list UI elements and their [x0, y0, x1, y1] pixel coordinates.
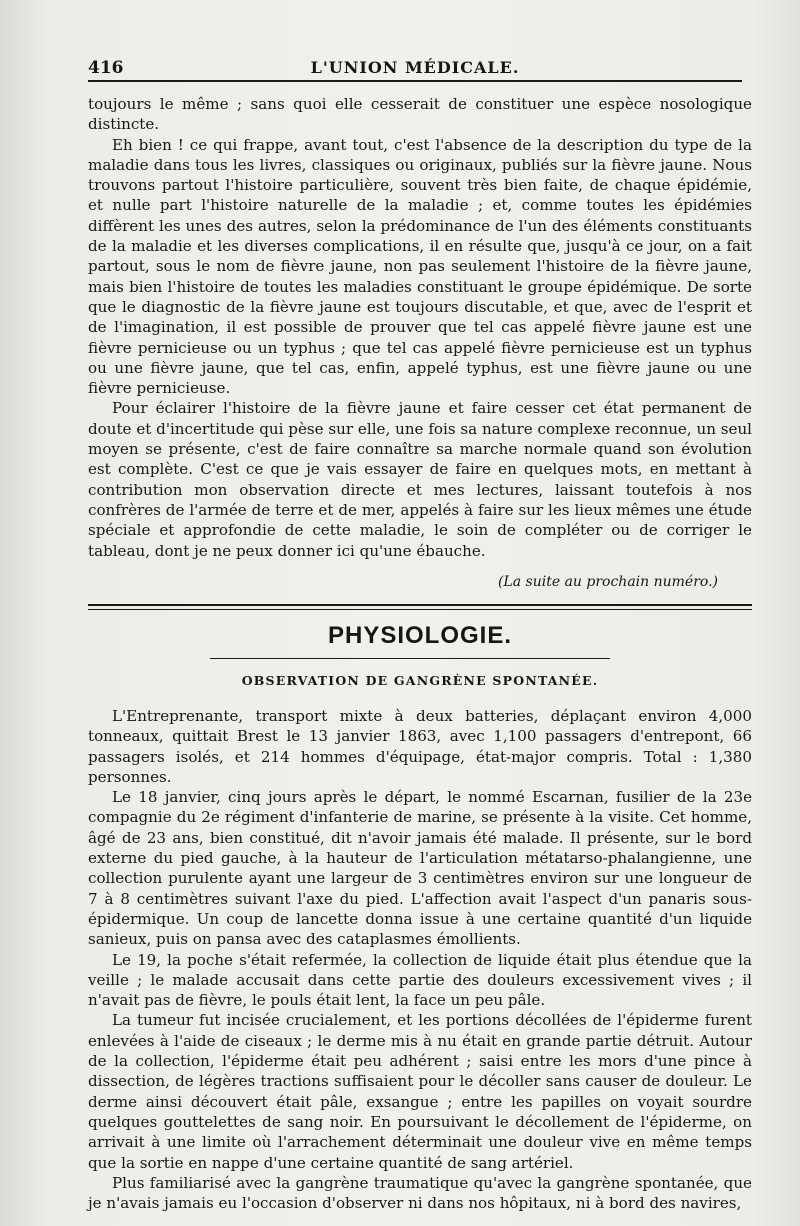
section-divider	[88, 604, 752, 610]
paragraph: Pour éclairer l'histoire de la fièvre jaune et faire cesser cet état permanent de doute et d'incertitude qui pèse sur elle, une fois sa nature complexe reconnue, un seul moyen se présente, c'est de faire connaître sa marche normale quand son évolution est complète. C'est ce que je vais essayer de faire en quelques mots, en mettant à contribution mon observation directe et mes lectures, laissant toutefois à nos confrères de l'armée de terre et de mer, appelés à faire sur les lieux mêmes une étude spéciale et approfondie de cette maladie, le soin de compléter ou de corriger le tableau, dont je ne peux donner ici qu'une ébauche.	[88, 399, 752, 560]
paragraph: Plus familiarisé avec la gangrène traumatique qu'avec la gangrène spontanée, que je n'avais jamais eu l'occasion d'observer ni dans nos hôpitaux, ni à bord des navires,	[88, 1173, 752, 1213]
running-title: L'UNION MÉDICALE.	[310, 58, 520, 77]
section-title: PHYSIOLOGIE.	[327, 622, 513, 649]
page-header	[88, 50, 742, 82]
page-number: 416	[88, 58, 124, 78]
paragraph: Eh bien ! ce qui frappe, avant tout, c'est l'absence de la description du type de la maladie dans tous les livres, classiques ou originaux, publiés sur la fièvre jaune. Nous trouvons partout l'histoire particulière, souvent très bien faite, de chaque épidémie, et nulle part l'histoire naturelle de la maladie ; et, comme toutes les épidémies diffèrent les unes des autres, selon la prédominance de l'un des éléments constituants de la maladie et les diverses complications, il en résulte que, jusqu'à ce jour, on a fait partout, sous le nom de fièvre jaune, non pas seulement l'histoire de la fièvre jaune, mais bien l'histoire de toutes les maladies constituant le groupe épidémique. De sorte que le diagnostic de la fièvre jaune est toujours discutable, et que, avec de l'esprit et de l'imagination, il est possible de prouver que tel cas appelé fièvre jaune est une fièvre pernicieuse ou un typhus ; que tel cas appelé fièvre pernicieuse est un typhus ou une fièvre jaune, que tel cas, enfin, appelé typhus, est une fièvre jaune ou une fièvre pernicieuse.	[88, 135, 752, 398]
paragraph: Le 18 janvier, cinq jours après le départ, le nommé Escarnan, fusilier de la 23e compagnie du 2e régiment d'infanterie de marine, se présente à la visite. Cet homme, âgé de 23 ans, bien constitué, dit n'avoir jamais été malade. Il présente, sur le bord externe du pied gauche, à la hauteur de l'articulation métatarso-phalangienne, une collection purulente ayant une largeur de 3 centimètres environ sur une longueur de 7 à 8 centimètres suivant l'axe du pied. L'affection avait l'aspect d'un panaris sous-épidermique. Un coup de lancette donna issue à une certaine quantité d'un liquide sanieux, puis on pansa avec des cataplasmes émollients.	[88, 788, 752, 949]
paragraph: L'Entreprenante, transport mixte à deux batteries, déplaçant environ 4,000 tonneaux, quittait Brest le 13 janvier 1863, avec 1,100 passagers d'entrepont, 66 passagers isolés, et 214 hommes d'équipage, état-major compris. Total : 1,380 personnes.	[88, 707, 752, 786]
title-underline	[210, 658, 610, 659]
article-subtitle: OBSERVATION DE GANGRÈNE SPONTANÉE.	[241, 673, 599, 688]
article-two-body	[88, 706, 752, 1213]
paragraph: La tumeur fut incisée crucialement, et les portions décollées de l'épiderme furent enlevées à l'aide de ciseaux ; le derme mis à nu était en grande partie détruit. Autour de la collection, l'épiderme était peu adhérent ; saisi entre les mors d'une pince à dissection, de légères tractions suffisaient pour le décoller sans causer de douleur. Le derme ainsi découvert était pâle, exsangue ; entre les papilles on voyait sourdre quelques gouttelettes de sang noir. En poursuivant le décollement de l'épiderme, on arrivait à une limite où l'arrachement déterminait une douleur vive en même temps que la sortie en nappe d'une certaine quantité de sang artériel.	[88, 1011, 752, 1172]
paragraph: Le 19, la poche s'était refermée, la collection de liquide était plus étendue que la veille ; le malade accusait dans cette partie des douleurs excessivement vives ; il n'avait pas de fièvre, le pouls était lent, la face un peu pâle.	[88, 950, 752, 1010]
paragraph: toujours le même ; sans quoi elle cesserait de constituer une espèce nosologique distincte.	[88, 95, 752, 134]
article-one-body	[88, 94, 752, 561]
continuation-note: (La suite au prochain numéro.)	[497, 574, 718, 590]
